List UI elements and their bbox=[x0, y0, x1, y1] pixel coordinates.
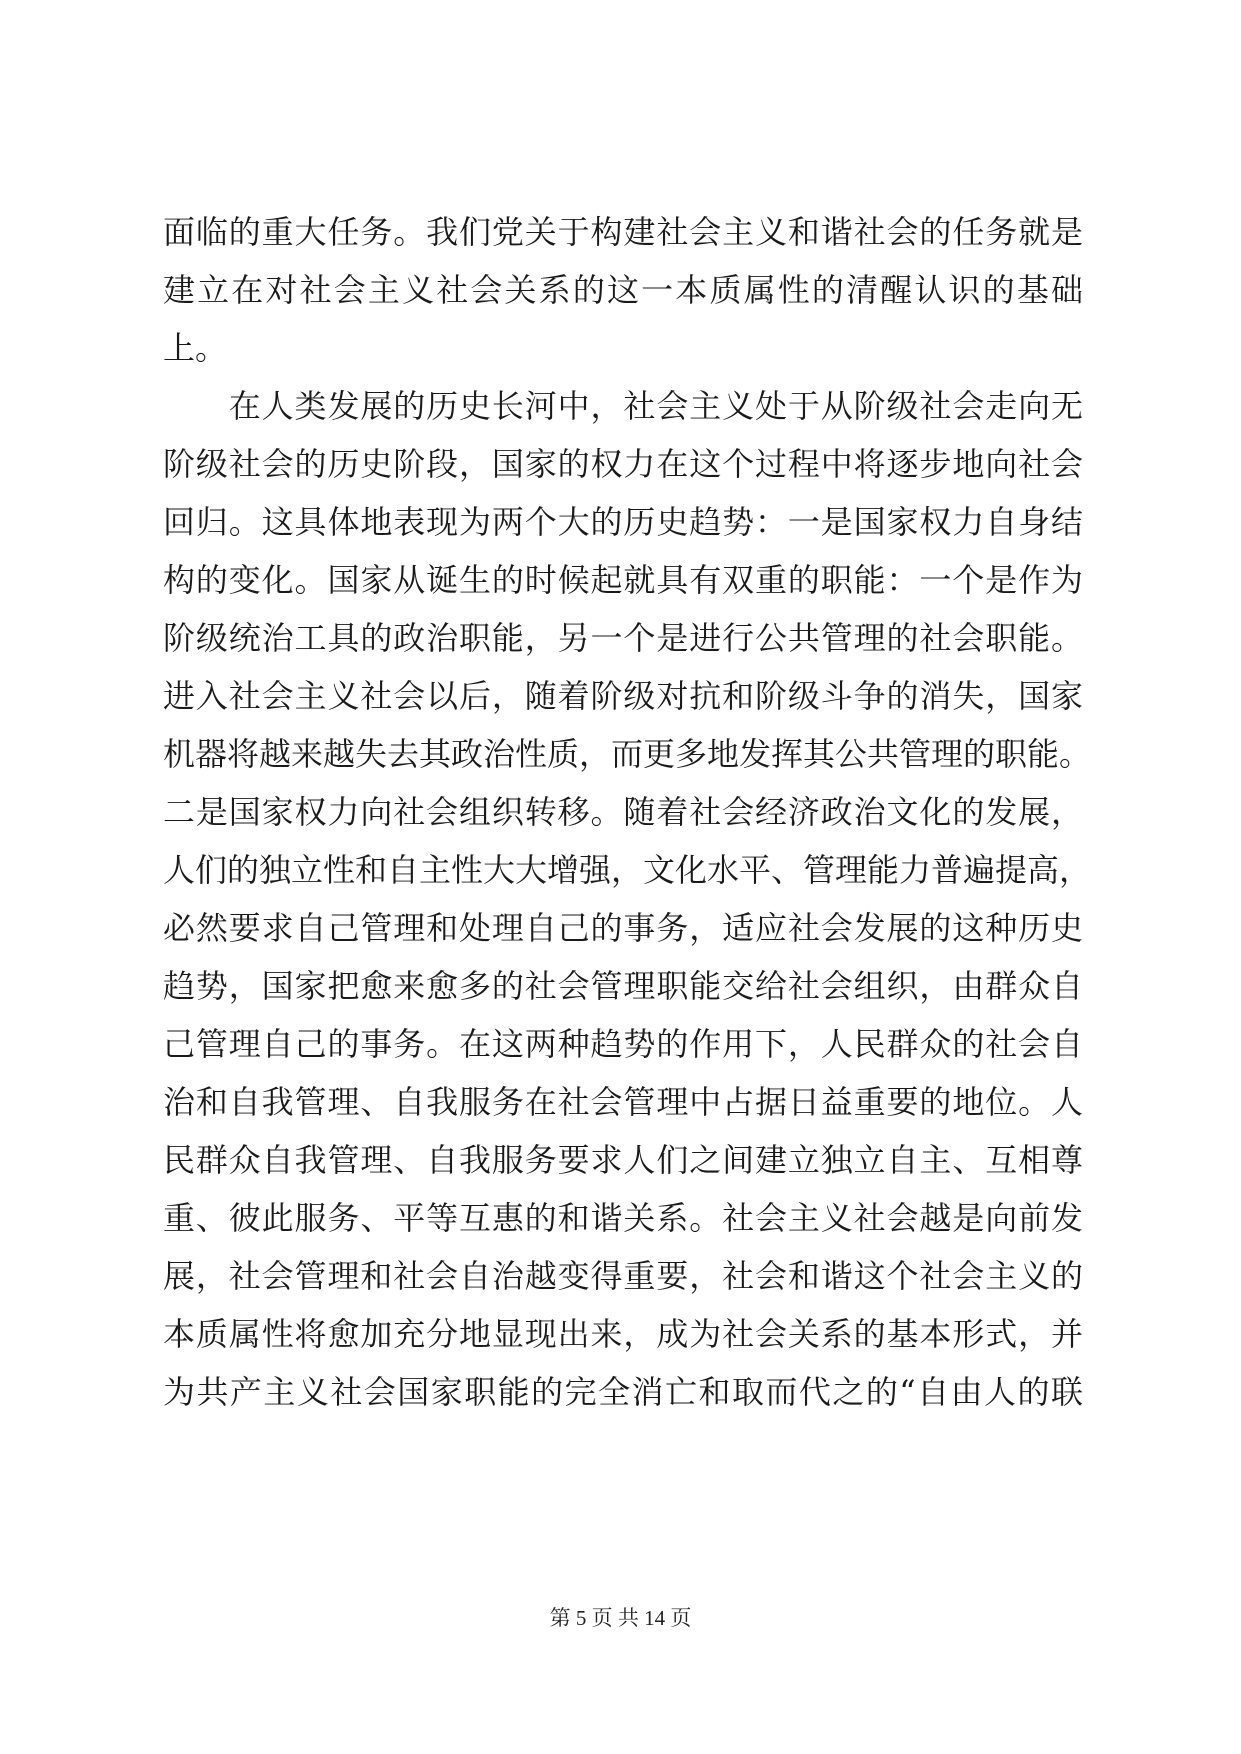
body-text-line: 人们的独立性和自主性大大增强，文化水平、管理能力普遍提高， bbox=[163, 851, 1092, 889]
body-text-line: 必然要求自己管理和处理自己的事务，适应社会发展的这种历史 bbox=[163, 909, 1083, 947]
body-text-line: 上。 bbox=[163, 329, 228, 367]
body-text-line: 己管理自己的事务。在这两种趋势的作用下，人民群众的社会自 bbox=[163, 1025, 1083, 1063]
body-text-line: 阶级统治工具的政治职能，另一个是进行公共管理的社会职能。 bbox=[163, 619, 1083, 657]
body-text-line: 面临的重大任务。我们党关于构建社会主义和谐社会的任务就是 bbox=[163, 213, 1083, 251]
body-text-line: 本质属性将愈加充分地显现出来，成为社会关系的基本形式，并 bbox=[163, 1315, 1083, 1353]
body-text-line: 构的变化。国家从诞生的时候起就具有双重的职能：一个是作为 bbox=[163, 561, 1083, 599]
body-text-line: 为共产主义社会国家职能的完全消亡和取而代之的“自由人的联 bbox=[163, 1373, 1083, 1411]
body-text-line: 建立在对社会主义社会关系的这一本质属性的清醒认识的基础 bbox=[163, 271, 1083, 309]
body-text-line: 展，社会管理和社会自治越变得重要，社会和谐这个社会主义的 bbox=[163, 1257, 1083, 1295]
body-text-line: 进入社会主义社会以后，随着阶级对抗和阶级斗争的消失，国家 bbox=[163, 677, 1083, 715]
body-text-line: 治和自我管理、自我服务在社会管理中占据日益重要的地位。人 bbox=[163, 1083, 1083, 1121]
body-text-line: 二是国家权力向社会组织转移。随着社会经济政治文化的发展， bbox=[163, 793, 1083, 831]
body-text-line: 在人类发展的历史长河中，社会主义处于从阶级社会走向无 bbox=[163, 387, 1083, 425]
body-text-line: 趋势，国家把愈来愈多的社会管理职能交给社会组织，由群众自 bbox=[163, 967, 1083, 1005]
body-text-line: 民群众自我管理、自我服务要求人们之间建立独立自主、互相尊 bbox=[163, 1141, 1083, 1179]
page-number-footer: 第 5 页 共 14 页 bbox=[549, 1606, 692, 1630]
body-text-line: 机器将越来越失去其政治性质，而更多地发挥其公共管理的职能。 bbox=[163, 735, 1092, 773]
body-text-line: 阶级社会的历史阶段，国家的权力在这个过程中将逐步地向社会 bbox=[163, 445, 1083, 483]
body-text-line: 重、彼此服务、平等互惠的和谐关系。社会主义社会越是向前发 bbox=[163, 1199, 1083, 1237]
body-text-line: 回归。这具体地表现为两个大的历史趋势：一是国家权力自身结 bbox=[163, 503, 1083, 541]
